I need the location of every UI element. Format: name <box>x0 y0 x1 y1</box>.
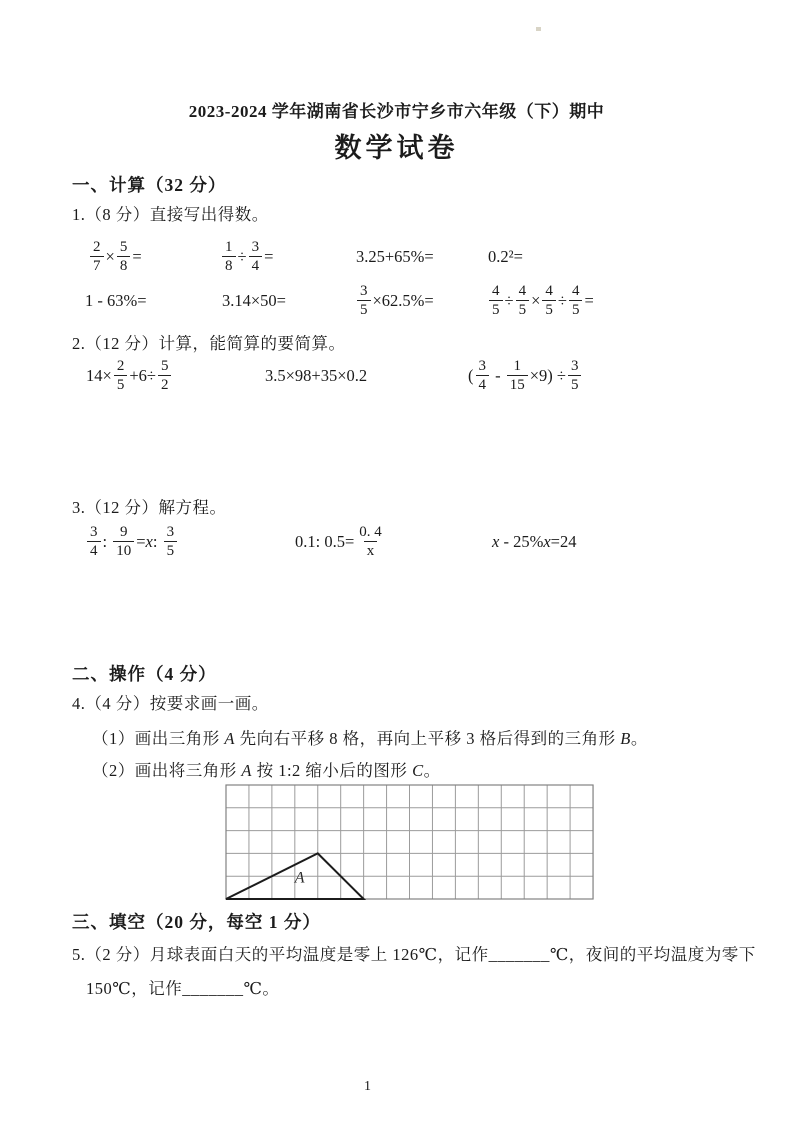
section-1-heading: 一、计算（32 分） <box>72 175 227 195</box>
fraction: $\frac{5}{8}$ <box>117 240 131 275</box>
math-text: = <box>264 247 274 266</box>
fraction: $\frac{4}{5}$ <box>569 284 583 319</box>
section-2-heading: 二、操作（4 分） <box>72 664 217 684</box>
q1-expressions-row-1 <box>0 233 793 281</box>
fraction: $\frac{1}{15}$ <box>507 359 528 394</box>
fraction: $\frac{3}{4}$ <box>87 525 101 560</box>
math-text: 按 1:2 缩小后的图形 <box>251 761 413 780</box>
math-text: = <box>136 532 146 551</box>
fraction: $\frac{3}{4}$ <box>476 359 490 394</box>
math-text: 1 - 63%= <box>85 291 147 310</box>
drawing-grid[interactable] <box>225 784 594 905</box>
math-expression <box>86 352 173 400</box>
fraction: $\frac{9}{10}$ <box>113 525 134 560</box>
math-text: （1）画出三角形 <box>92 729 225 748</box>
math-expression <box>85 277 147 325</box>
scan-artifact-dot <box>536 27 541 31</box>
q3-expressions-row <box>0 518 793 568</box>
question-1-label: 1.（8 分）直接写出得数。 <box>72 205 269 224</box>
fraction: $\frac{4}{5}$ <box>489 284 503 319</box>
math-text: : <box>102 532 112 551</box>
math-expression <box>356 233 434 281</box>
math-expression <box>355 277 434 325</box>
math-expression <box>492 518 576 566</box>
section-3-heading: 三、填空（20 分，每空 1 分） <box>72 912 321 932</box>
math-text: - 25% <box>499 532 544 551</box>
grid-svg <box>225 784 594 900</box>
math-text: × <box>531 291 541 310</box>
math-text: x <box>145 532 153 551</box>
math-text: x <box>492 532 500 551</box>
math-expression <box>220 233 273 281</box>
fraction: $\frac{3}{5}$ <box>164 525 178 560</box>
math-text: +6÷ <box>129 366 156 385</box>
exam-title-line: 2023-2024 学年湖南省长沙市宁乡市六年级（下）期中 <box>188 102 605 121</box>
math-expression <box>295 518 387 566</box>
math-text: = <box>132 247 142 266</box>
question-4-subitem-2 <box>92 757 441 781</box>
fraction: $\frac{4}{5}$ <box>516 284 530 319</box>
fraction: $\frac{2}{5}$ <box>114 359 128 394</box>
math-text: C <box>412 761 424 780</box>
math-expression <box>488 233 523 281</box>
math-expression <box>88 233 142 281</box>
math-text: 。 <box>630 729 648 748</box>
math-text: : <box>152 532 162 551</box>
question-5-line-1: 5.（2 分）月球表面白天的平均温度是零上 126℃，记作_______℃，夜间的平均温度为零下 <box>72 945 756 964</box>
math-text: ÷ <box>504 291 514 310</box>
fraction: $\frac{3}{5}$ <box>357 284 371 319</box>
math-expression <box>222 277 286 325</box>
math-text: 0.1: 0.5= <box>295 532 355 551</box>
math-expression <box>487 277 594 325</box>
fraction: $\frac{0. 4}{x}$ <box>359 523 382 559</box>
math-text: ( <box>468 366 474 385</box>
math-text: ×9) ÷ <box>529 366 566 385</box>
math-text: 3.14×50= <box>222 291 286 310</box>
question-4-subitem-1 <box>92 725 648 749</box>
math-text: ÷ <box>237 247 247 266</box>
math-text: A <box>241 761 252 780</box>
triangle-A-label: A <box>294 869 305 887</box>
math-expression <box>468 352 583 400</box>
math-expression <box>265 352 367 400</box>
question-2-label: 2.（12 分）计算，能简算的要简算。 <box>72 334 346 353</box>
math-text: - <box>491 366 505 385</box>
math-text: =24 <box>550 532 577 551</box>
q1-expressions-row-2 <box>0 277 793 325</box>
question-3-label: 3.（12 分）解方程。 <box>72 498 227 517</box>
fraction: $\frac{3}{5}$ <box>568 359 582 394</box>
math-text: （2）画出将三角形 <box>92 761 242 780</box>
math-text: 3.5×98+35×0.2 <box>265 366 368 385</box>
math-text: 3.25+65%= <box>356 247 434 266</box>
question-5-line-2: 150℃，记作_______℃。 <box>86 979 280 998</box>
math-text: x <box>543 532 551 551</box>
fraction: $\frac{2}{7}$ <box>90 240 104 275</box>
math-text: 14× <box>86 366 112 385</box>
math-text: 。 <box>423 761 441 780</box>
math-text: B <box>620 729 631 748</box>
math-text: 0.2²= <box>488 247 523 266</box>
math-text: 先向右平移 8 格，再向上平移 3 格后得到的三角形 <box>234 729 621 748</box>
page-number: 1 <box>364 1079 371 1094</box>
math-expression <box>85 518 179 566</box>
math-text: × <box>105 247 115 266</box>
fraction: $\frac{3}{4}$ <box>249 240 263 275</box>
exam-subject-title: 数学试卷 <box>334 133 459 163</box>
fraction: $\frac{4}{5}$ <box>542 284 556 319</box>
question-4-label: 4.（4 分）按要求画一画。 <box>72 694 269 713</box>
math-text: = <box>584 291 594 310</box>
math-text: A <box>224 729 235 748</box>
math-text: ÷ <box>557 291 567 310</box>
q2-expressions-row <box>0 352 793 402</box>
fraction: $\frac{1}{8}$ <box>222 240 236 275</box>
fraction: $\frac{5}{2}$ <box>158 359 172 394</box>
math-text: ×62.5%= <box>372 291 434 310</box>
